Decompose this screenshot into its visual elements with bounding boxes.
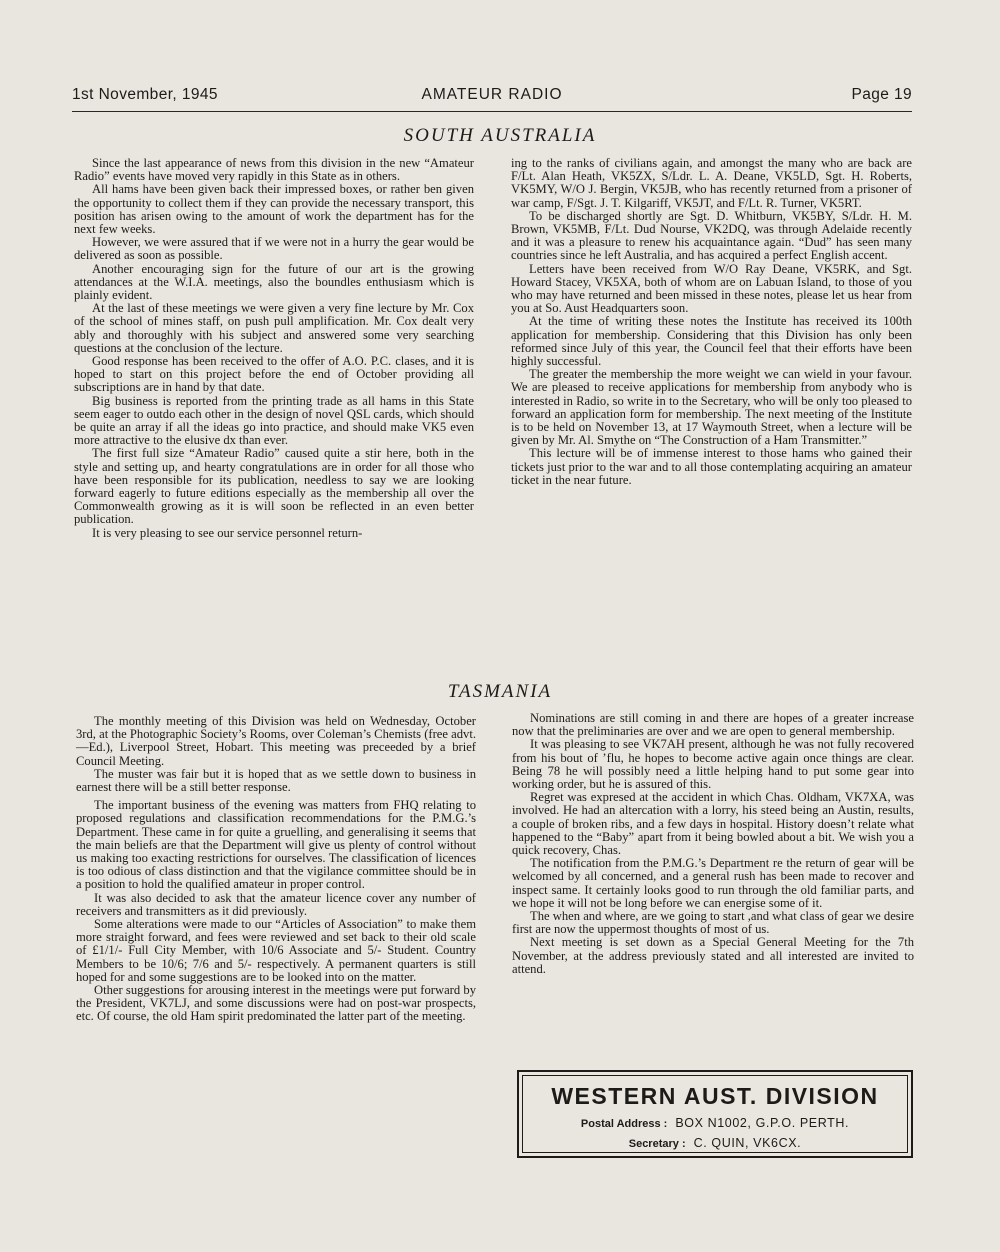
paragraph: Letters have been received from W/O Ray Deane, VK5RK, and Sgt. Howard Stacey, VK5XA, both of whom are on Labuan Island, to those of you who may have returned and been missed in these notes, please let us hear from you at So. Aust Headquarters soon.	[511, 261, 912, 316]
secretary-label: Secretary :	[628, 1138, 686, 1150]
paragraph: The monthly meeting of this Division was held on Wednesday, October 3rd, at the Photographic Society’s Rooms, over Coleman’s Chemists (free advt.—Ed.), Liverpool Street, Hobart. This meeting was preceeded by a brief Council Meeting.	[76, 714, 476, 768]
paragraph: The important business of the evening was matters from FHQ relating to proposed regulations and classification recommendations for the P.M.G.’s Department. These came in for quite a gruelling, and generalising it seems that the main beliefs are that the Department will give us plenty of control without us making too exacting restrictions for ourselves. The classification of licences is too odious of class distinction and that the vigilance committee should be in a position to hold the qualified amateur in proper control.	[76, 798, 476, 892]
paragraph: Next meeting is set down as a Special General Meeting for the 7th November, at the address previously stated and all interested are invited to attend.	[512, 935, 914, 976]
paragraph: Some alterations were made to our “Articles of Association” to make them more straight forward, and fees were reviewed and set back to their old scale of £1/1/- Full City Member, with 10/6 Associate and 5/- Student. Country Members to be 10/6; 7/6 and 5/- respectively. A permanent quarters is still hoped for and some suggestions are to be looked into on the matter.	[76, 917, 476, 984]
tasmania-title: TASMANIA	[447, 681, 553, 702]
paragraph: The greater the membership the more weight we can wield in your favour. We are pleased to receive applications for membership from anybody who is interested in Radio, so write in to the Secretary, who will be only too pleased to forward an application form for membership. The next meeting of the Institute is to be held on November 13, at 17 Waymouth Street, when a lecture will be given by Mr. Al. Smythe on “The Construction of a Ham Transmitter.”	[511, 367, 912, 448]
paragraph: At the time of writing these notes the Institute has received its 100th application for membership. Considering that this Division has only been reformed since July of this year, the Council feel that their efforts have been highly successful.	[511, 314, 912, 369]
paragraph: However, we were assured that if we were not in a hurry the gear would be delivered as soon as possible.	[74, 235, 474, 263]
paragraph: At the last of these meetings we were given a very fine lecture by Mr. Cox of the school of mines staff, on push pull amplification. Mr. Cox dealt very ably and thoroughly with his subject and answered some very searching questions at the conclusion of the lecture.	[74, 301, 474, 355]
paragraph: The muster was fair but it is hoped that as we settle down to business in earnest there will be a still better response.	[76, 766, 476, 795]
page-number: Page 19	[851, 86, 912, 103]
paragraph: Other suggestions for arousing interest in the meetings were put forward by the President, VK7LJ, and some discussions were had on post-war prospects, etc. Of course, the old Ham spirit predominated the latter part of the meeting.	[76, 983, 476, 1024]
paragraph: Good response has been received to the offer of A.O. P.C. clases, and it is hoped to start on this project before the end of October providing all subscriptions are in hand by that date.	[74, 354, 474, 395]
paragraph: The first full size “Amateur Radio” caused quite a stir here, both in the style and setting up, and hearty congratulations are in order for all those who have been responsible for its publication, needless to say we are looking forward eagerly to future editions especially as the membership all over the Commonwealth growing as it is will soon be reflected in an even better publication.	[74, 446, 474, 527]
notice-inner-border	[522, 1075, 908, 1153]
paragraph: It is very pleasing to see our service personnel return-	[92, 525, 363, 540]
south-australia-left-column	[74, 157, 474, 540]
western-australia-title: WESTERN AUST. DIVISION	[551, 1083, 879, 1109]
paragraph: ing to the ranks of civilians again, and amongst the many who are back are F/Lt. Alan Heath, VK5ZX, S/Ldr. L. A. Deane, VK5LD, Sgt. H. Roberts, VK5MY, W/O J. Bergin, VK5JB, who has recently returned from a prisoner of war camp, F/Sgt. J. T. Kilgariff, VK5JT, and F/Lt. R. Turner, VK5RT.	[511, 156, 912, 210]
secretary-line	[523, 1136, 907, 1150]
paragraph: All hams have been given back their impressed boxes, or rather ben given the opportunity to collect them if they can provide the necessary transport, this position has arisen owing to the amount of work the department has for the next few weeks.	[74, 182, 474, 237]
western-australia-notice	[517, 1070, 913, 1158]
paragraph: The when and where, are we going to start ,and what class of gear we desire first are now the uppermost thoughts of most of us.	[512, 909, 914, 937]
tasmania-left-column	[76, 715, 476, 1024]
paragraph: Regret was expresed at the accident in which Chas. Oldham, VK7XA, was involved. He had an altercation with a lorry, his steed being an Austin, results, a couple of broken ribs, and a few days in hospital. History doesn’t relate what happened to the “Baby” apart from it being bowled about a bit. We wish you a quick recovery, Chas.	[512, 790, 914, 858]
publication-name: AMATEUR RADIO	[421, 86, 563, 103]
south-australia-right-column	[511, 157, 912, 487]
postal-address-label: Postal Address :	[580, 1118, 668, 1130]
paragraph: This lecture will be of immense interest to those hams who gained their tickets just prior to the war and to all those contemplating acquiring an amateur ticket in the near future.	[511, 446, 912, 487]
paragraph: To be discharged shortly are Sgt. D. Whitburn, VK5BY, S/Ldr. H. M. Brown, VK5MB, F/Lt. Dud Nourse, VK2DQ, was through Adelaide recently and it was a pleasure to renew his acquaintance again. “Dud” has seen many countries since he left Australia, and has acquired a perfect English accent.	[511, 208, 912, 263]
header-rule	[72, 111, 912, 112]
paragraph: Big business is reported from the printing trade as all hams in this State seem eager to outdo each other in the design of novel QSL cards, which should be quite an array if all the ideas go into practice, and should make VK5 even more attractive to the elusive dx than ever.	[74, 393, 474, 448]
paragraph: The notification from the P.M.G.’s Department re the return of gear will be welcomed by all concerned, and a general rush has been made to recover and inspect same. It certainly looks good to run through the old familiar parts, and we hope it will not be long before we can energise some of it.	[512, 856, 914, 910]
paragraph: It was pleasing to see VK7AH present, although he was not fully recovered from his bout of ’flu, he hopes to become active again once things are clear. Being 78 he will possibly need a little helping hand to put some gear into working order, but he is assured of this.	[512, 737, 914, 792]
paragraph: It was also decided to ask that the amateur licence cover any number of receivers and transmitters as it did previously.	[76, 890, 476, 918]
issue-date: 1st November, 1945	[72, 86, 218, 103]
postal-address-value: BOX N1002, G.P.O. PERTH.	[675, 1116, 850, 1130]
postal-address-line	[523, 1116, 907, 1130]
secretary-value: C. QUIN, VK6CX.	[693, 1136, 802, 1150]
paragraph: Another encouraging sign for the future of our art is the growing attendances at the W.I.A. meetings, also the boundles enthusiasm which is plainly evident.	[74, 261, 474, 303]
tasmania-right-column	[512, 712, 914, 976]
paragraph: Nominations are still coming in and there are hopes of a greater increase now that the preliminaries are over and we are open to general membership.	[512, 711, 914, 739]
south-australia-title: SOUTH AUSTRALIA	[403, 125, 597, 146]
paragraph: Since the last appearance of news from this division in the new “Amateur Radio” events have moved very rapidly in this State as in others.	[74, 156, 474, 184]
page-header	[72, 86, 912, 108]
